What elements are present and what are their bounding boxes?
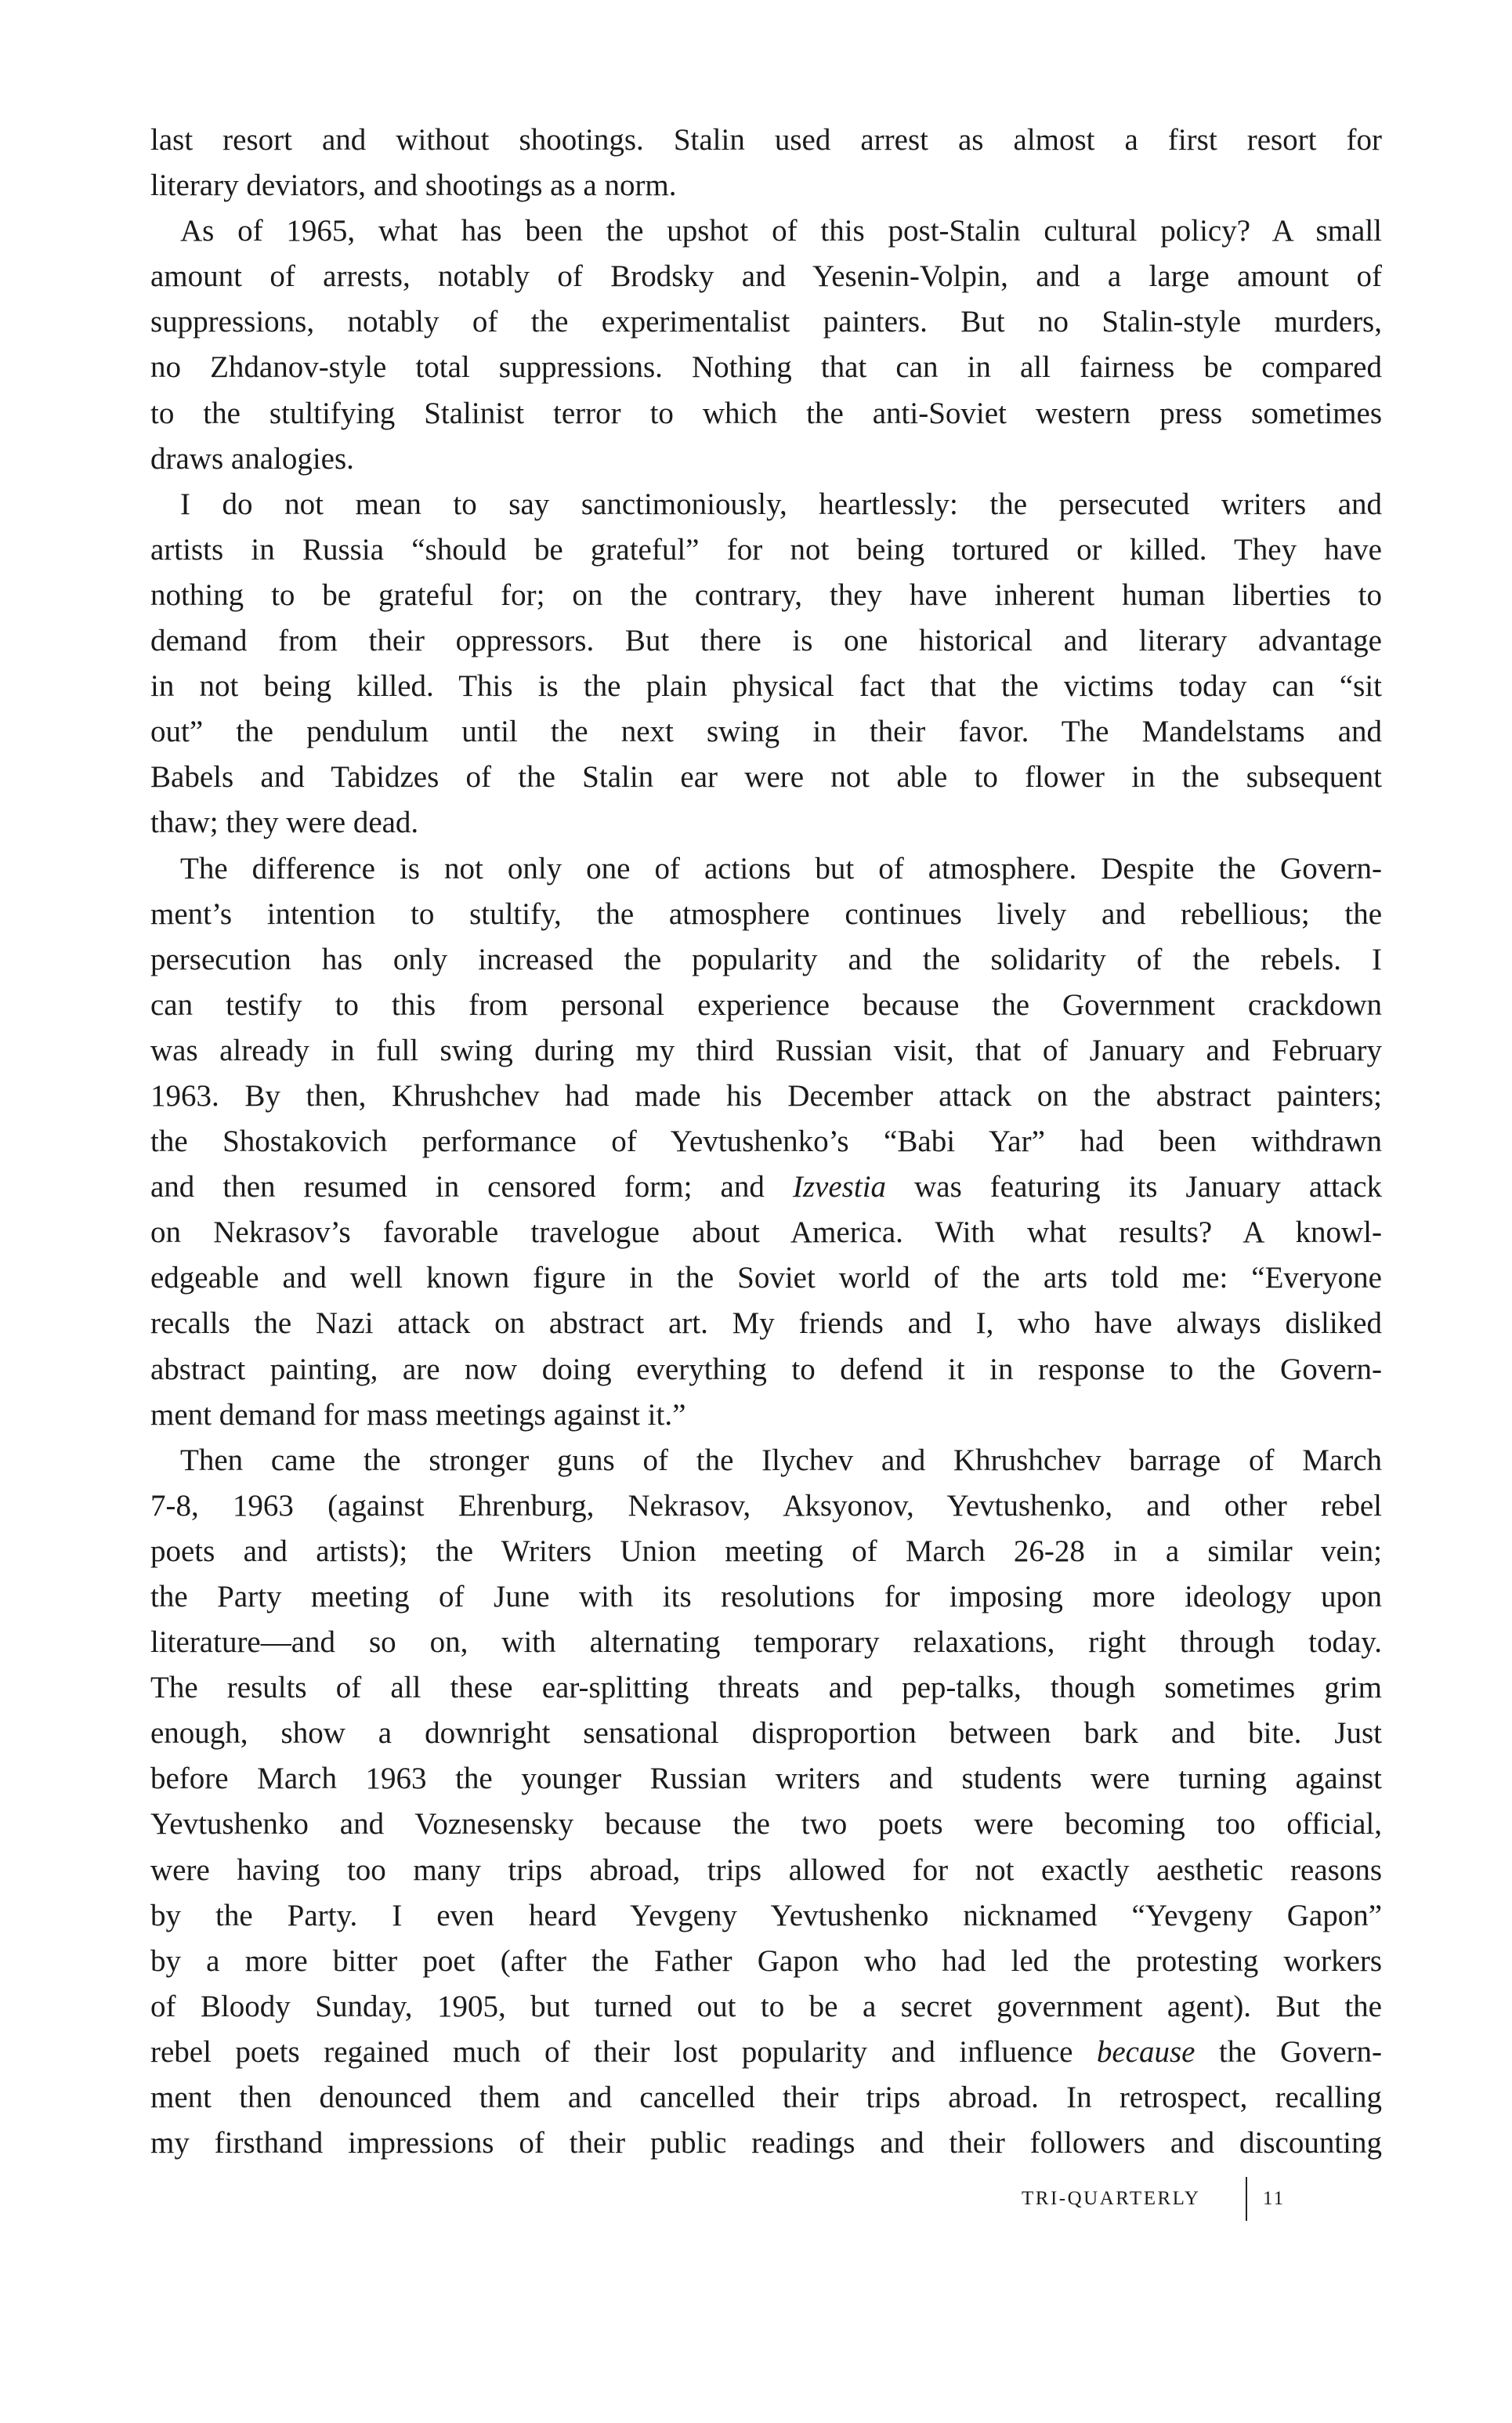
text-line: The difference is not only one of actions but of atmosphere. Despite the Govern- — [180, 851, 1382, 886]
text-line: by a more bitter poet (after the Father Gapon who had led the protesting workers — [150, 1943, 1382, 1978]
journal-name: TRI-QUARTERLY — [1022, 2188, 1201, 2209]
text-line: literature—and so on, with alternating temporary relaxations, right through today. — [150, 1625, 1382, 1660]
text-line: poets and artists); the Writers Union meeting of March 26-28 in a similar vein; — [150, 1534, 1382, 1568]
text-line — [150, 2030, 1382, 2075]
text-line: recalls the Nazi attack on abstract art. My friends and I, who have always disliked — [150, 1306, 1382, 1341]
text-line: can testify to this from personal experience because the Government crackdown — [150, 987, 1382, 1022]
text-segment: was featuring its January attack — [886, 1170, 1382, 1204]
text-line: artists in Russia “should be grateful” for not being tortured or killed. They have — [150, 532, 1382, 567]
text-line: enough, show a downright sensational disproportion between bark and bite. Just — [150, 1716, 1382, 1751]
paragraph — [150, 1438, 1382, 2167]
text-line: thaw; they were dead. — [150, 806, 419, 840]
text-line: in not being killed. This is the plain physical fact that the victims today can “sit — [150, 669, 1382, 704]
text-line: before March 1963 the younger Russian writers and students were turning against — [150, 1762, 1382, 1796]
text-line: The results of all these ear-splitting threats and pep-talks, though sometimes grim — [150, 1671, 1382, 1705]
body-text — [150, 118, 1382, 2166]
text-line — [150, 1164, 1382, 1210]
text-segment: and then resumed in censored form; and — [150, 1170, 793, 1204]
text-line: nothing to be grateful for; on the contrary, they have inherent human liberties to — [150, 578, 1382, 612]
text-line: the Shostakovich performance of Yevtushenko’s “Babi Yar” had been withdrawn — [150, 1125, 1382, 1159]
text-line: edgeable and well known figure in the Soviet world of the arts told me: “Everyone — [150, 1261, 1382, 1295]
text-line: the Party meeting of June with its resolutions for imposing more ideology upon — [150, 1580, 1382, 1614]
text-line: to the stultifying Stalinist terror to which the anti-Soviet western press sometimes — [150, 396, 1382, 430]
text-line: last resort and without shootings. Stalin used arrest as almost a first resort for — [150, 123, 1382, 157]
paragraph — [150, 482, 1382, 846]
text-line: Babels and Tabidzes of the Stalin ear were not able to flower in the subsequent — [150, 760, 1382, 795]
text-line: persecution has only increased the popularity and the solidarity of the rebels. I — [150, 942, 1382, 976]
paragraph — [150, 118, 1382, 208]
text-line: on Nekrasov’s favorable travelogue about America. With what results? A knowl- — [150, 1215, 1382, 1250]
text-line: As of 1965, what has been the upshot of this post-Stalin cultural policy? A small — [180, 214, 1382, 248]
text-line: ment then denounced them and cancelled their trips abroad. In retrospect, recalling — [150, 2081, 1382, 2115]
text-line: suppressions, notably of the experimentalist painters. But no Stalin-style murders, — [150, 305, 1382, 339]
text-line: were having too many trips abroad, trips allowed for not exactly aesthetic reasons — [150, 1853, 1382, 1887]
text-line: literary deviators, and shootings as a norm. — [150, 168, 677, 203]
text-line: was already in full swing during my third Russian visit, that of January and February — [150, 1033, 1382, 1067]
text-line: amount of arrests, notably of Brodsky and Yesenin-Volpin, and a large amount of — [150, 259, 1382, 294]
text-line: I do not mean to say sanctimoniously, heartlessly: the persecuted writers and — [180, 487, 1382, 521]
footer-divider — [1246, 2177, 1247, 2221]
text-line: my firsthand impressions of their public readings and their followers and discounting — [150, 2126, 1382, 2160]
text-segment: the Govern- — [1195, 2034, 1382, 2069]
text-line: out” the pendulum until the next swing in their favor. The Mandelstams and — [150, 715, 1382, 749]
text-line: abstract painting, are now doing everything to defend it in response to the Govern- — [150, 1352, 1382, 1386]
text-line: demand from their oppressors. But there is one historical and literary advantage — [150, 624, 1382, 658]
text-line: ment demand for mass meetings against it.” — [150, 1397, 686, 1432]
text-line: of Bloody Sunday, 1905, but turned out to be a secret government agent). But the — [150, 1989, 1382, 2023]
text-line: 1963. By then, Khrushchev had made his December attack on the abstract painters; — [150, 1078, 1382, 1113]
paragraph — [150, 208, 1382, 482]
italic-text: because — [1096, 2034, 1195, 2069]
text-line: ment’s intention to stultify, the atmosphere continues lively and rebellious; the — [150, 896, 1382, 931]
italic-text: Izvestia — [792, 1170, 887, 1204]
text-line: Yevtushenko and Voznesensky because the two poets were becoming too official, — [150, 1807, 1382, 1842]
text-line: by the Party. I even heard Yevgeny Yevtushenko nicknamed “Yevgeny Gapon” — [150, 1898, 1382, 1932]
text-line: no Zhdanov-style total suppressions. Nothing that can in all fairness be compared — [150, 350, 1382, 385]
text-segment: rebel poets regained much of their lost popularity and influence — [150, 2034, 1097, 2069]
text-line: Then came the stronger guns of the Ilychev and Khrushchev barrage of March — [180, 1443, 1382, 1477]
page-number: 11 — [1263, 2188, 1286, 2209]
text-line: 7-8, 1963 (against Ehrenburg, Nekrasov, Aksyonov, Yevtushenko, and other rebel — [150, 1488, 1382, 1523]
text-line: draws analogies. — [150, 441, 354, 476]
paragraph — [150, 846, 1382, 1438]
